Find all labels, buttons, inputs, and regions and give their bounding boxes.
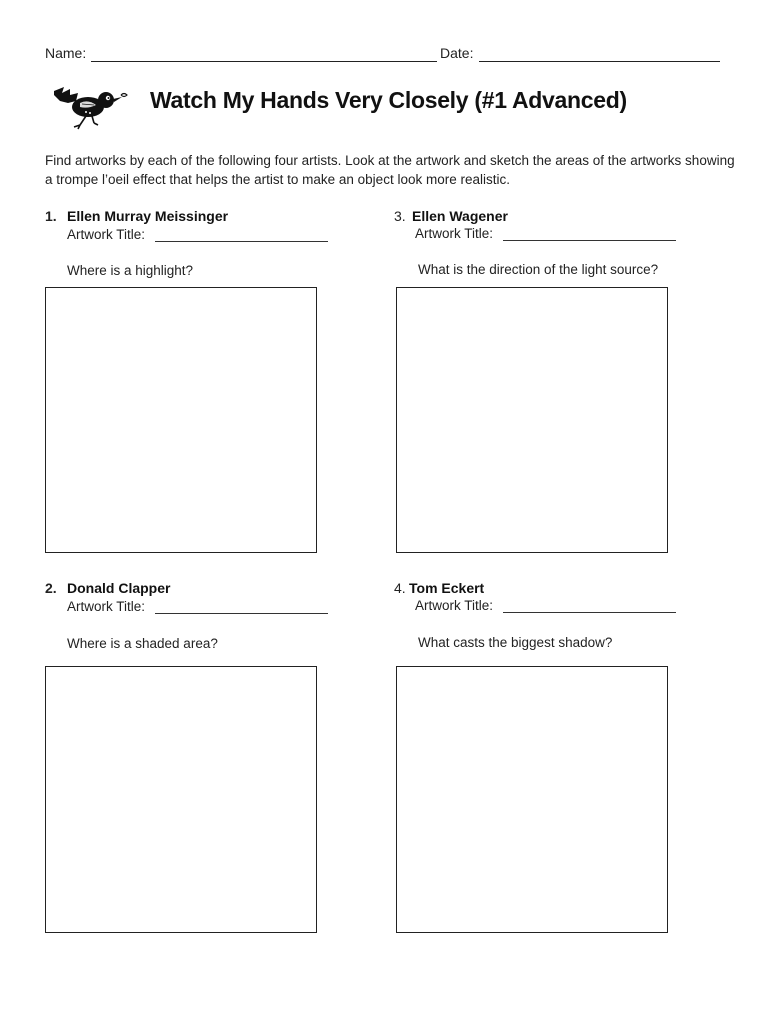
artwork-title-label: Artwork Title: <box>415 226 494 241</box>
sketch-box[interactable] <box>396 666 668 933</box>
artwork-title-label: Artwork Title: <box>67 599 146 614</box>
page-title: Watch My Hands Very Closely (#1 Advanced) <box>150 87 627 113</box>
artwork-title-label: Artwork Title: <box>67 227 146 242</box>
bird-icon <box>50 83 130 133</box>
artwork-title-label: Artwork Title: <box>415 598 494 613</box>
sketch-box[interactable] <box>45 287 317 553</box>
artist-name: Tom Eckert <box>409 580 485 596</box>
artist-name: Ellen Murray Meissinger <box>67 208 229 224</box>
date-field[interactable] <box>479 61 720 62</box>
item-number: 2. <box>45 580 57 596</box>
artist-name: Ellen Wagener <box>412 208 508 224</box>
name-label: Name: <box>45 45 87 61</box>
artist-name: Donald Clapper <box>67 580 171 596</box>
question-text: What is the direction of the light source? <box>418 262 659 277</box>
artwork-title-field[interactable] <box>155 613 328 614</box>
sketch-box[interactable] <box>396 287 668 553</box>
name-field[interactable] <box>91 61 437 62</box>
question-text: Where is a highlight? <box>67 263 194 278</box>
artwork-title-field[interactable] <box>155 241 328 242</box>
artwork-title-field[interactable] <box>503 240 676 241</box>
item-number: 3. <box>394 208 406 224</box>
item-number: 1. <box>45 208 57 224</box>
artwork-title-field[interactable] <box>503 612 676 613</box>
question-text: Where is a shaded area? <box>67 636 218 651</box>
item-number: 4. <box>394 580 406 596</box>
instructions-text: Find artworks by each of the following four artists. Look at the artwork and sketch the areas of the artworks showing a trompe l’oeil effect that helps the artist to make an object look more realistic. <box>45 153 735 187</box>
sketch-box[interactable] <box>45 666 317 933</box>
date-label: Date: <box>440 45 474 61</box>
question-text: What casts the biggest shadow? <box>418 635 613 650</box>
